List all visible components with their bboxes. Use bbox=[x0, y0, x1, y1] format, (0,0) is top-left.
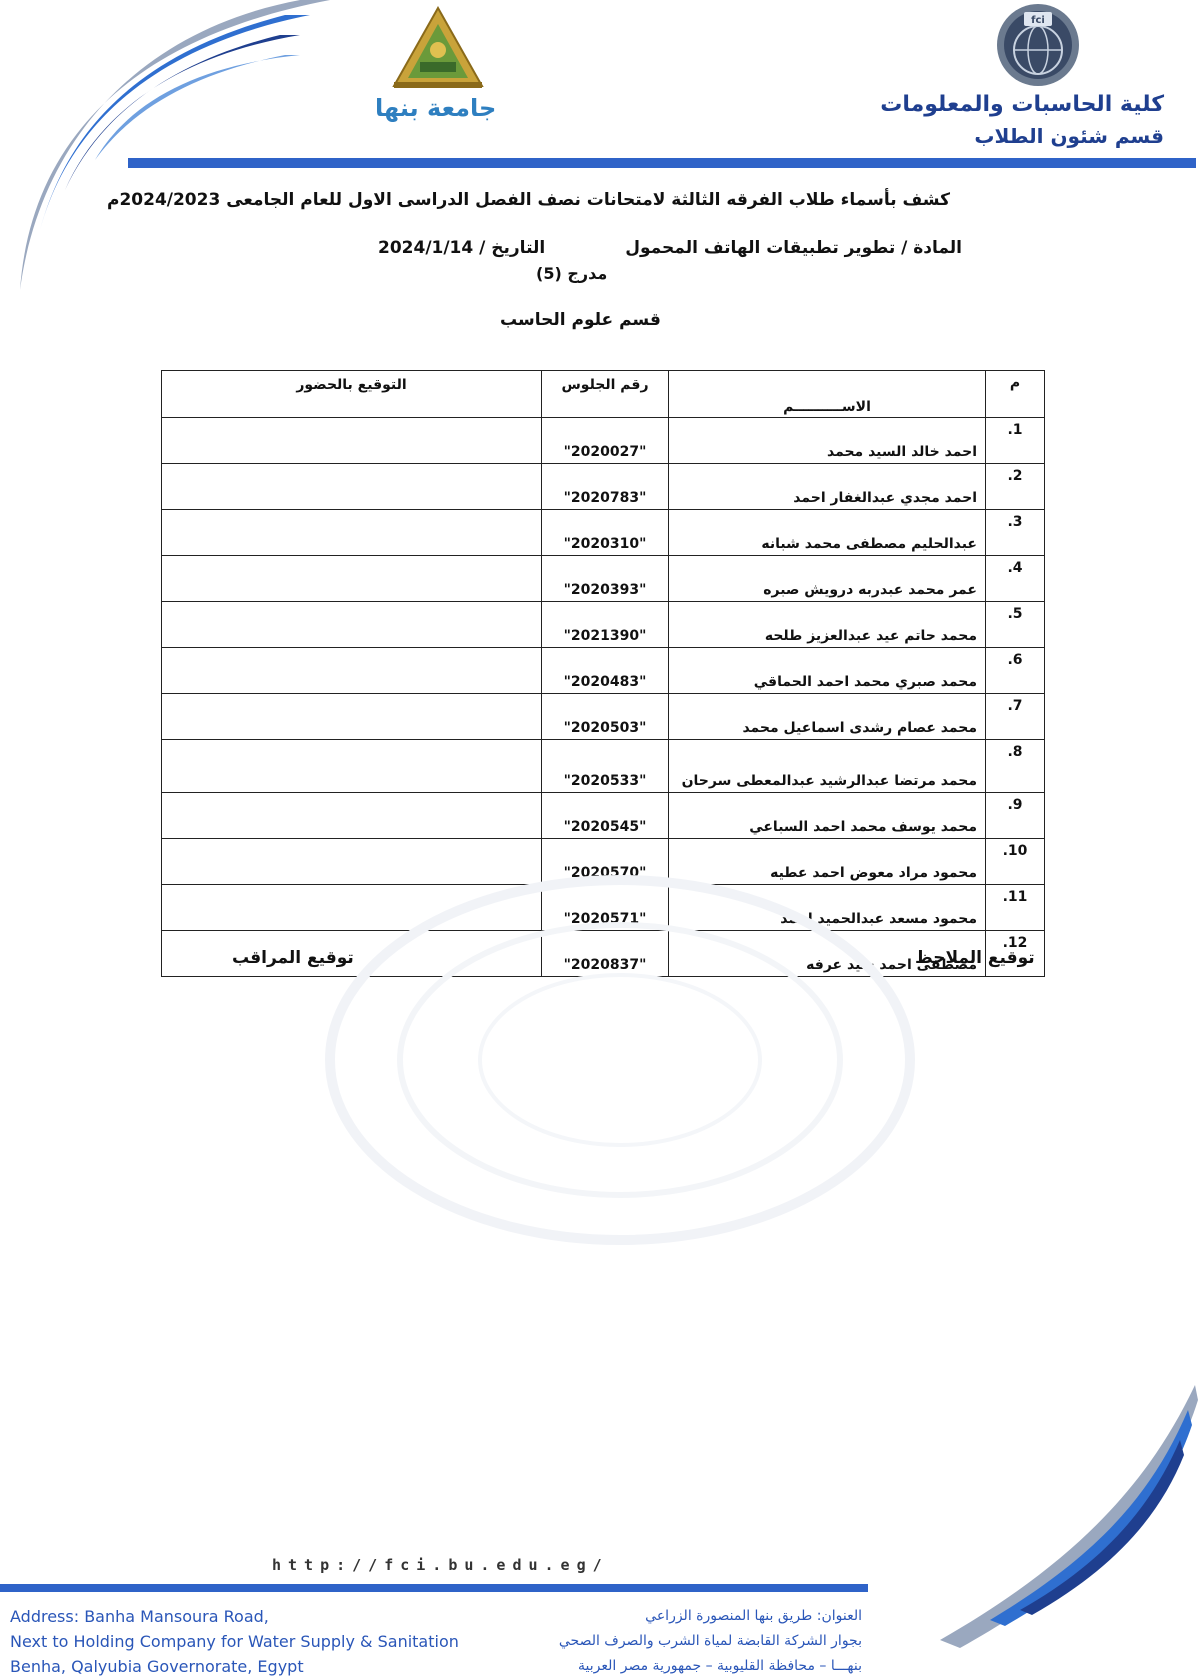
row-seat: "2020027" bbox=[542, 418, 669, 464]
row-signature-cell bbox=[162, 694, 542, 740]
row-signature-cell bbox=[162, 510, 542, 556]
row-signature-cell bbox=[162, 602, 542, 648]
table-row bbox=[162, 648, 1045, 694]
address-en-line: Next to Holding Company for Water Supply & Sanitation bbox=[10, 1632, 459, 1651]
table-row bbox=[162, 793, 1045, 839]
row-name: محمد حاتم عيد عبدالعزيز طلحه bbox=[669, 602, 986, 648]
row-seat: "2020571" bbox=[542, 885, 669, 931]
department-name: قسم علوم الحاسب bbox=[500, 310, 661, 330]
row-seat: "2020837" bbox=[542, 931, 669, 977]
row-seat: "2020310" bbox=[542, 510, 669, 556]
row-signature-cell bbox=[162, 793, 542, 839]
row-num: 9. bbox=[986, 793, 1045, 839]
header-divider-bar bbox=[128, 158, 1196, 168]
table-row bbox=[162, 556, 1045, 602]
faculty-name: كلية الحاسبات والمعلومات bbox=[880, 92, 1164, 117]
table-row bbox=[162, 510, 1045, 556]
table-row bbox=[162, 694, 1045, 740]
row-signature-cell bbox=[162, 740, 542, 793]
footer-url: http://fci.bu.edu.eg/ bbox=[272, 1556, 609, 1574]
row-num: 10. bbox=[986, 839, 1045, 885]
row-seat: "2020503" bbox=[542, 694, 669, 740]
address-en-line: Benha, Qalyubia Governorate, Egypt bbox=[10, 1657, 304, 1676]
table-row bbox=[162, 464, 1045, 510]
faculty-department: قسم شئون الطلاب bbox=[974, 124, 1164, 148]
footer-address-english bbox=[10, 1604, 459, 1679]
watermark-seal bbox=[320, 870, 920, 1250]
row-seat: "2020533" bbox=[542, 740, 669, 793]
row-seat: "2020545" bbox=[542, 793, 669, 839]
observer-signature-label: توقيع الملاحظ bbox=[915, 948, 1035, 968]
exam-hall: مدرج (5) bbox=[536, 264, 608, 283]
row-seat: "2020783" bbox=[542, 464, 669, 510]
row-name: عمر محمد عبدربه درويش صبره bbox=[669, 556, 986, 602]
table-header-row bbox=[162, 371, 1045, 418]
row-num: 11. bbox=[986, 885, 1045, 931]
row-signature-cell bbox=[162, 648, 542, 694]
row-seat: "2020570" bbox=[542, 839, 669, 885]
row-num: 7. bbox=[986, 694, 1045, 740]
row-signature-cell bbox=[162, 464, 542, 510]
address-ar-line: بجوار الشركة القابضة لمياة الشرب والصرف الصحي bbox=[558, 1633, 862, 1649]
row-name: احمد مجدي عبدالغفار احمد bbox=[669, 464, 986, 510]
row-num: 5. bbox=[986, 602, 1045, 648]
row-seat: "2021390" bbox=[542, 602, 669, 648]
row-name: محمود مراد معوض احمد عطيه bbox=[669, 839, 986, 885]
supervisor-signature-label: توقيع المراقب bbox=[232, 948, 354, 968]
header-num: م bbox=[986, 371, 1045, 418]
address-en-line: Address: Banha Mansoura Road, bbox=[10, 1607, 269, 1626]
faculty-logo bbox=[995, 2, 1081, 88]
row-name: محمود مسعد عبدالحميد احمد bbox=[669, 885, 986, 931]
footer-address-arabic bbox=[490, 1604, 862, 1679]
row-num: 2. bbox=[986, 464, 1045, 510]
row-num: 6. bbox=[986, 648, 1045, 694]
row-num: 1. bbox=[986, 418, 1045, 464]
row-name: محمد عصام رشدى اسماعيل محمد bbox=[669, 694, 986, 740]
header-signature: التوقيع بالحضور bbox=[162, 371, 542, 418]
row-num: 3. bbox=[986, 510, 1045, 556]
row-num: 12. bbox=[986, 931, 1045, 977]
row-num: 8. bbox=[986, 740, 1045, 793]
row-name: محمد يوسف محمد احمد السباعي bbox=[669, 793, 986, 839]
row-name: مصطفى احمد سيد عرفه bbox=[669, 931, 986, 977]
table-row bbox=[162, 418, 1045, 464]
row-seat: "2020483" bbox=[542, 648, 669, 694]
document-date: التاريخ / 2024/1/14 bbox=[378, 238, 546, 258]
faculty-logo-text: fci bbox=[1031, 15, 1045, 26]
table-row bbox=[162, 740, 1045, 793]
row-name: محمد مرتضا عبدالرشيد عبدالمعطى سرحان bbox=[669, 740, 986, 793]
row-signature-cell bbox=[162, 418, 542, 464]
document-title: كشف بأسماء طلاب الفرقه الثالثة لامتحانات نصف الفصل الدراسى الاول للعام الجامعى 2024/2023م bbox=[106, 190, 950, 210]
table-row bbox=[162, 602, 1045, 648]
university-logo bbox=[390, 6, 486, 90]
university-name: جامعة بنها bbox=[375, 94, 497, 122]
footer-divider-bar bbox=[0, 1584, 868, 1592]
row-num: 4. bbox=[986, 556, 1045, 602]
row-name: محمد صبري محمد احمد الحماقي bbox=[669, 648, 986, 694]
address-ar-line: العنوان: طريق بنها المنصورة الزراعي bbox=[645, 1608, 862, 1624]
document-subject: المادة / تطوير تطبيقات الهاتف المحمول bbox=[625, 238, 962, 258]
row-name: عبدالحليم مصطفى محمد شبانه bbox=[669, 510, 986, 556]
header-seat: رقم الجلوس bbox=[542, 371, 669, 418]
address-ar-line: بنهـــا – محافظة القليوبية – جمهورية مصر العربية bbox=[578, 1658, 862, 1674]
row-name: احمد خالد السيد محمد bbox=[669, 418, 986, 464]
row-seat: "2020393" bbox=[542, 556, 669, 602]
header-swoosh-graphic bbox=[0, 0, 330, 300]
header-name: الاســــــــــم bbox=[669, 371, 986, 418]
row-signature-cell bbox=[162, 556, 542, 602]
